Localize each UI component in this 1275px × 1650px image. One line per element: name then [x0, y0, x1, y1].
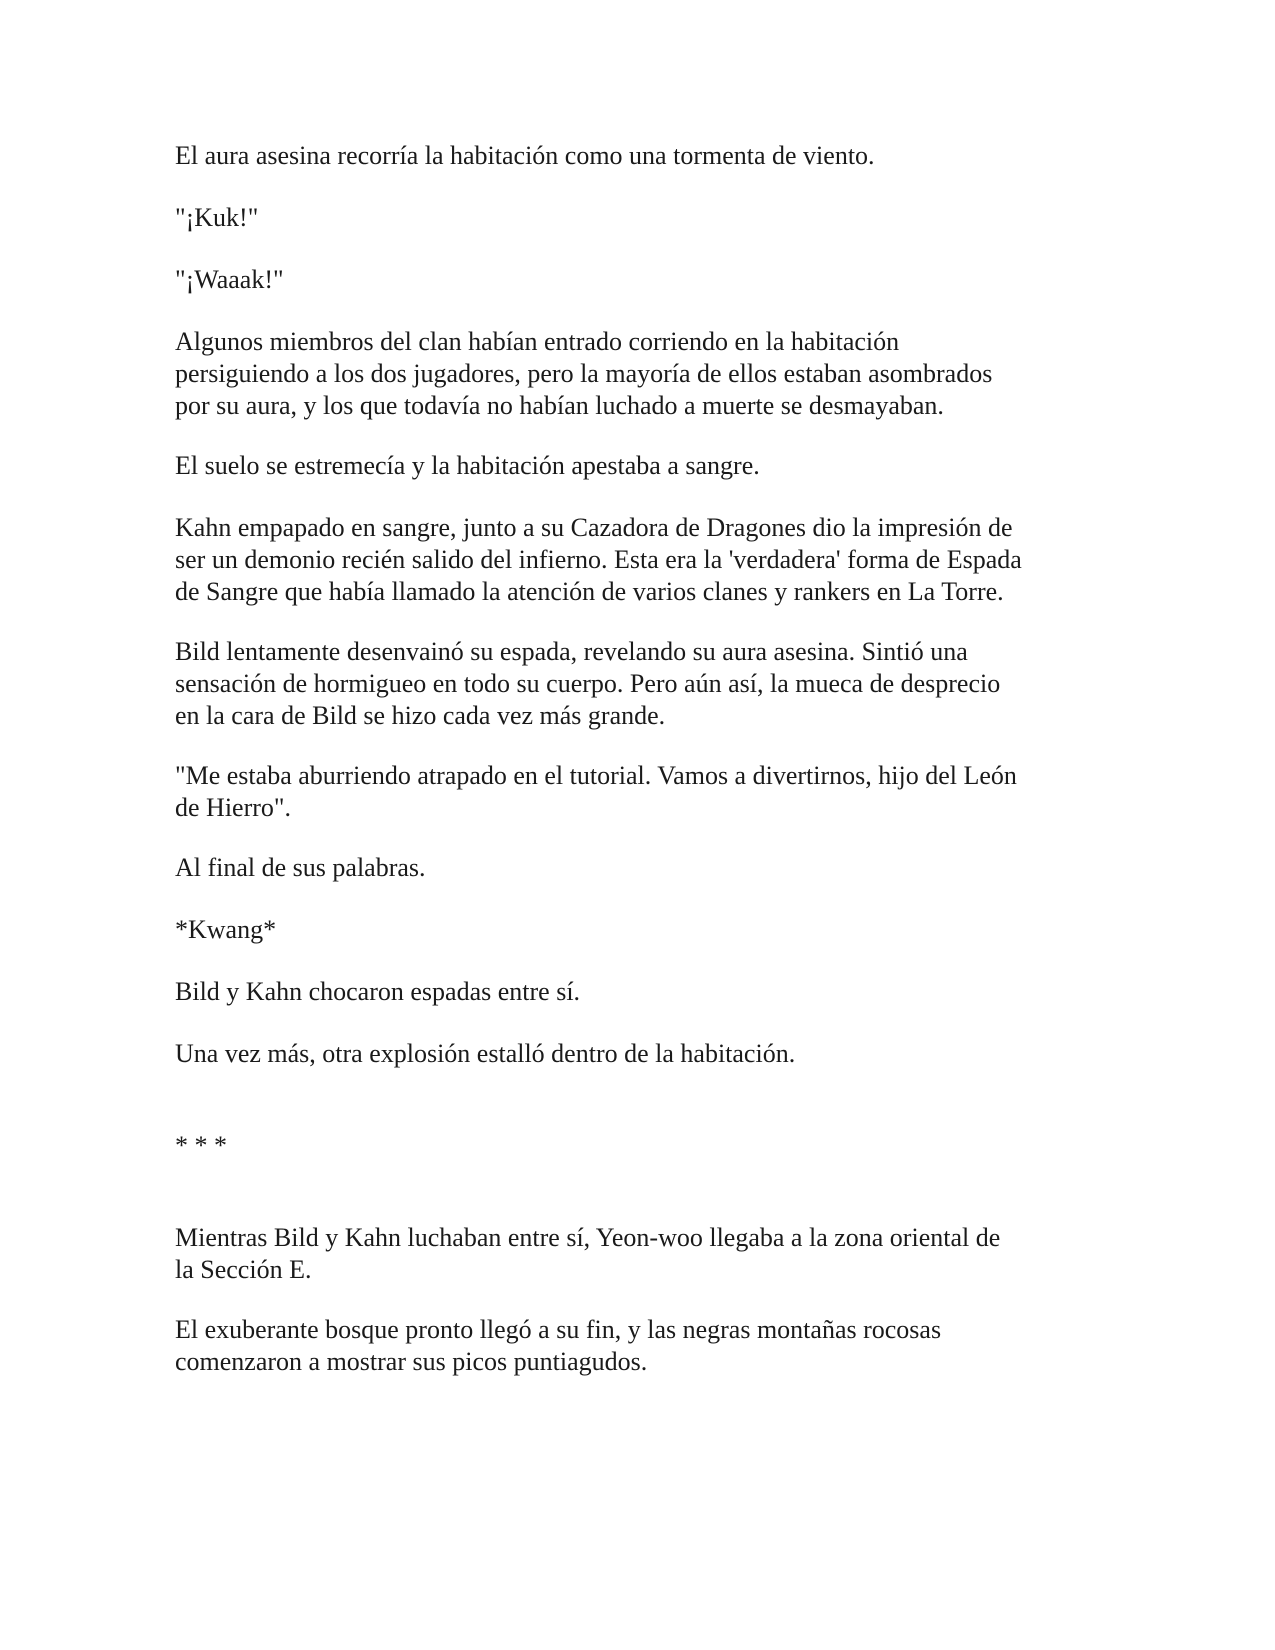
- paragraph: [175, 852, 1095, 884]
- text-line: *Kwang*: [175, 915, 277, 944]
- paragraph: [175, 636, 1095, 732]
- section-break: [175, 1130, 1095, 1162]
- text-line: Bild y Kahn chocaron espadas entre sí.: [175, 977, 581, 1006]
- paragraph: [175, 326, 1095, 422]
- text-line: El aura asesina recorría la habitación como una tormenta de viento.: [175, 141, 875, 170]
- text-line: por su aura, y los que todavía no habían luchado a muerte se desmayaban.: [175, 391, 944, 420]
- paragraph: [175, 1038, 1095, 1070]
- paragraph: [175, 760, 1095, 824]
- paragraph: [175, 1222, 1095, 1286]
- paragraph: [175, 914, 1095, 946]
- text-line: Una vez más, otra explosión estalló dentro de la habitación.: [175, 1039, 796, 1068]
- text-line: de Hierro".: [175, 793, 292, 822]
- text-line: "¡Waaak!": [175, 265, 284, 294]
- text-line: "¡Kuk!": [175, 203, 259, 232]
- paragraph: [175, 264, 1095, 296]
- paragraph: [175, 202, 1095, 234]
- text-line: comenzaron a mostrar sus picos puntiagudos.: [175, 1347, 648, 1376]
- text-line: El suelo se estremecía y la habitación apestaba a sangre.: [175, 451, 760, 480]
- text-line: Algunos miembros del clan habían entrado corriendo en la habitación: [175, 327, 900, 356]
- text-line: persiguiendo a los dos jugadores, pero la mayoría de ellos estaban asombrados: [175, 359, 993, 388]
- paragraph: [175, 450, 1095, 482]
- paragraph: [175, 512, 1095, 608]
- text-line: El exuberante bosque pronto llegó a su fin, y las negras montañas rocosas: [175, 1315, 942, 1344]
- text-line: Bild lentamente desenvainó su espada, revelando su aura asesina. Sintió una: [175, 637, 968, 666]
- text-line: ser un demonio recién salido del infierno. Esta era la 'verdadera' forma de Espada: [175, 545, 1022, 574]
- text-line: "Me estaba aburriendo atrapado en el tutorial. Vamos a divertirnos, hijo del León: [175, 761, 1017, 790]
- text-line: Al final de sus palabras.: [175, 853, 426, 882]
- paragraph: [175, 1314, 1095, 1378]
- text-line: Kahn empapado en sangre, junto a su Cazadora de Dragones dio la impresión de: [175, 513, 1013, 542]
- text-line: * * *: [175, 1131, 227, 1160]
- text-line: sensación de hormigueo en todo su cuerpo. Pero aún así, la mueca de desprecio: [175, 669, 1001, 698]
- text-line: Mientras Bild y Kahn luchaban entre sí, Yeon-woo llegaba a la zona oriental de: [175, 1223, 1001, 1252]
- paragraph: [175, 976, 1095, 1008]
- text-line: en la cara de Bild se hizo cada vez más grande.: [175, 701, 666, 730]
- text-line: la Sección E.: [175, 1255, 312, 1284]
- paragraph: [175, 140, 1095, 172]
- text-line: de Sangre que había llamado la atención de varios clanes y rankers en La Torre.: [175, 577, 1004, 606]
